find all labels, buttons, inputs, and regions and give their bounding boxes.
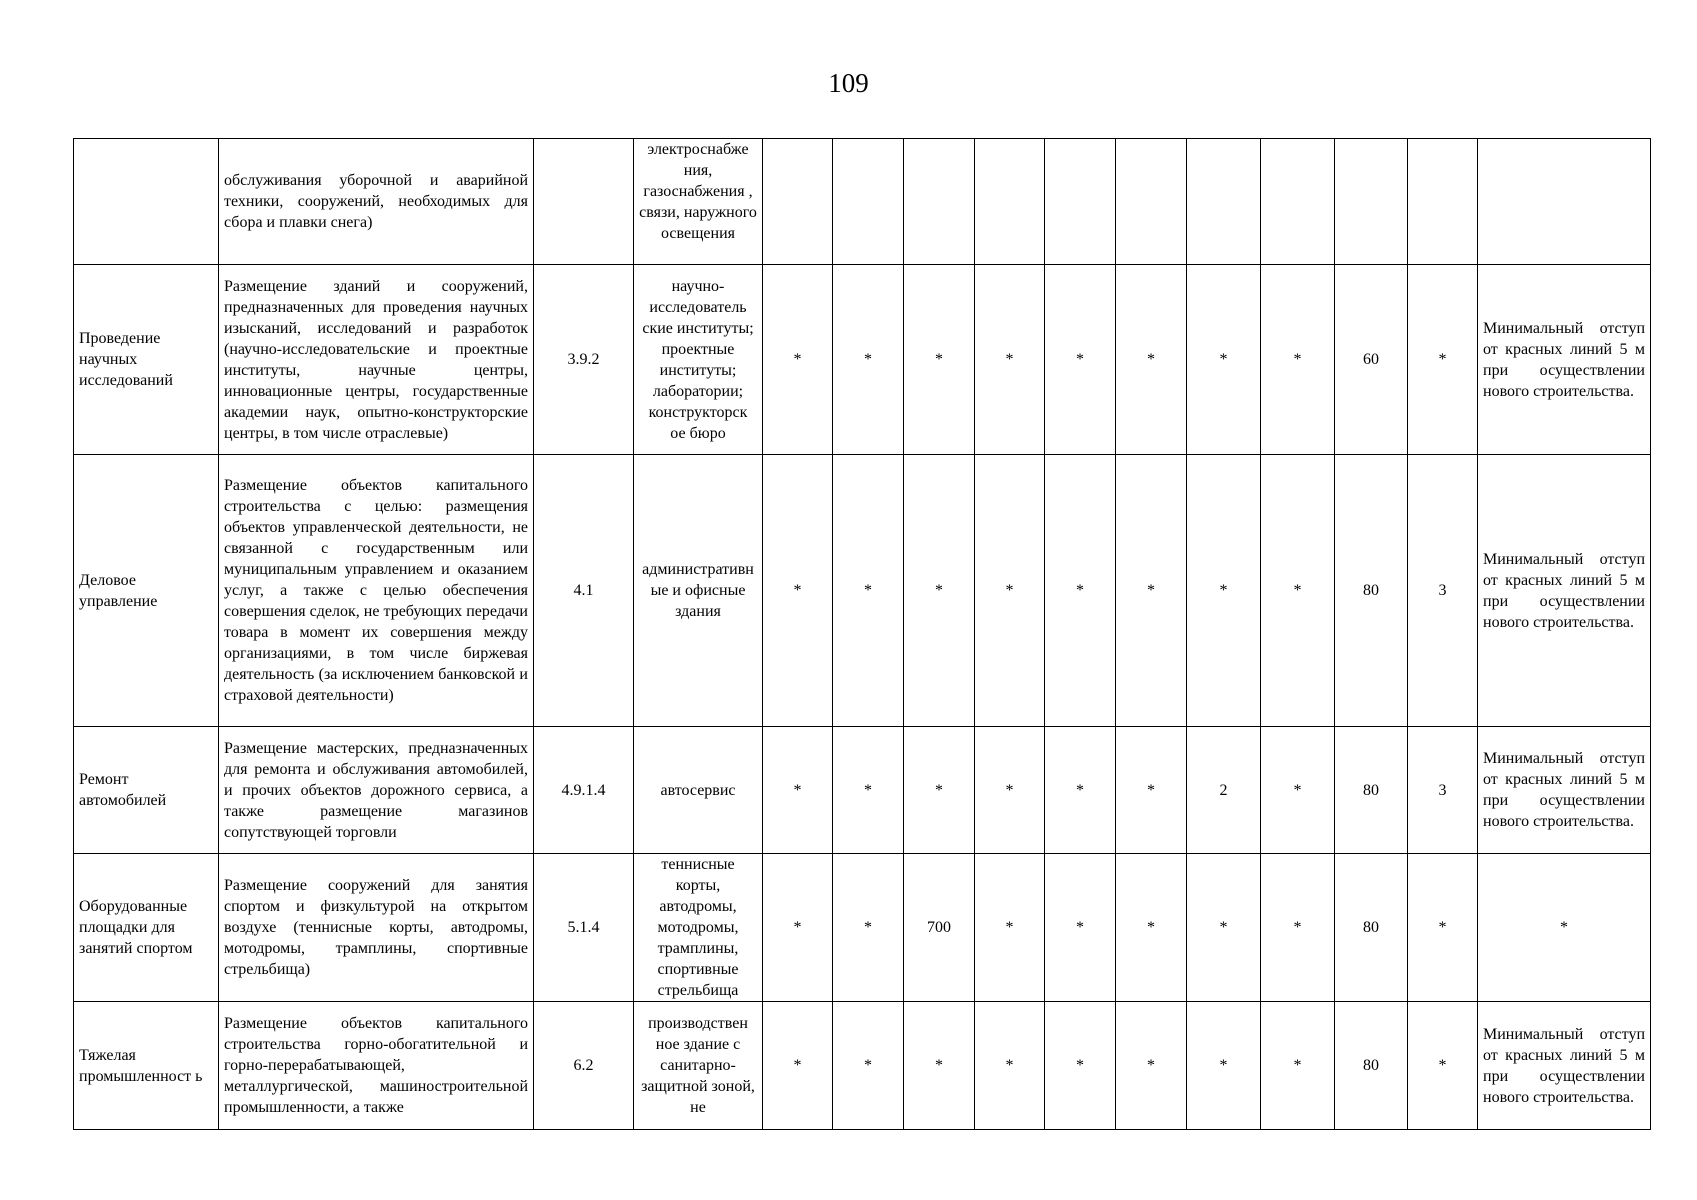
parameter-value: * <box>1261 854 1335 1002</box>
parameter-value: * <box>1116 1002 1187 1130</box>
parameter-value: * <box>1261 727 1335 854</box>
classifier-code: 4.1 <box>534 455 634 727</box>
permitted-objects: производствен ное здание с санитарно-защитной зоной, не <box>634 1002 763 1130</box>
parameter-value: * <box>1261 1002 1335 1130</box>
table-row <box>74 727 1651 854</box>
restriction-note: * <box>1478 854 1651 1002</box>
parameter-value: * <box>1116 727 1187 854</box>
parameter-value: * <box>1045 1002 1116 1130</box>
land-use-type-name: Ремонт автомобилей <box>74 727 219 854</box>
parameter-value <box>904 139 975 265</box>
parameter-value <box>1261 139 1335 265</box>
land-use-regulations-table <box>73 138 1651 1130</box>
parameter-value: 80 <box>1335 455 1408 727</box>
land-use-type-name: Проведение научных исследований <box>74 265 219 455</box>
parameter-value <box>1187 139 1261 265</box>
table-row <box>74 854 1651 1002</box>
permitted-objects: электроснабже ния, газоснабжения , связи, наружного освещения <box>634 139 763 265</box>
parameter-value: * <box>763 1002 833 1130</box>
parameter-value: * <box>1261 265 1335 455</box>
parameter-value: * <box>975 854 1045 1002</box>
restriction-note: Минимальный отступ от красных линий 5 м при осуществлении нового строительства. <box>1478 1002 1651 1130</box>
parameter-value: 80 <box>1335 854 1408 1002</box>
land-use-description: Размещение мастерских, предназначенных для ремонта и обслуживания автомобилей, и прочих объектов дорожного сервиса, а также размещение магазинов сопутствующей торговли <box>219 727 534 854</box>
land-use-description: Размещение объектов капитального строительства горно-обогатительной и горно-перерабатывающей, металлургической, машиностроительной промышленности, а также <box>219 1002 534 1130</box>
parameter-value <box>763 139 833 265</box>
permitted-objects: автосервис <box>634 727 763 854</box>
table-row <box>74 139 1651 265</box>
restriction-note: Минимальный отступ от красных линий 5 м при осуществлении нового строительства. <box>1478 727 1651 854</box>
parameter-value: * <box>763 727 833 854</box>
parameter-value: * <box>975 1002 1045 1130</box>
parameter-value: 80 <box>1335 1002 1408 1130</box>
parameter-value: * <box>975 455 1045 727</box>
parameter-value <box>975 139 1045 265</box>
parameter-value: * <box>833 455 904 727</box>
classifier-code: 6.2 <box>534 1002 634 1130</box>
land-use-type-name: Деловое управление <box>74 455 219 727</box>
parameter-value: * <box>1187 265 1261 455</box>
table-row <box>74 455 1651 727</box>
classifier-code: 4.9.1.4 <box>534 727 634 854</box>
parameter-value: * <box>833 854 904 1002</box>
parameter-value: * <box>833 1002 904 1130</box>
parameter-value: * <box>975 265 1045 455</box>
parameter-value: 2 <box>1187 727 1261 854</box>
page-number: 109 <box>828 68 869 98</box>
parameter-value <box>1335 139 1408 265</box>
permitted-objects: научно-исследователь ские институты; проектные институты; лаборатории; конструкторск ое бюро <box>634 265 763 455</box>
parameter-value: * <box>1187 455 1261 727</box>
land-use-type-name <box>74 139 219 265</box>
parameter-value: * <box>763 265 833 455</box>
land-use-description: Размещение объектов капитального строительства с целью: размещения объектов управленческой деятельности, не связанной с государственным или муниципальным управлением и оказанием услуг, а также с целью обеспечения совершения сделок, не требующих передачи товара в момент их совершения между организациями, в том числе биржевая деятельность (за исключением банковской и страховой деятельности) <box>219 455 534 727</box>
table-row <box>74 1002 1651 1130</box>
parameter-value: * <box>904 1002 975 1130</box>
parameter-value: * <box>904 727 975 854</box>
parameter-value: * <box>1116 854 1187 1002</box>
parameter-value: * <box>1045 854 1116 1002</box>
parameter-value: * <box>1116 455 1187 727</box>
parameter-value: * <box>1045 727 1116 854</box>
permitted-objects: теннисные корты, автодромы, мотодромы, трамплины, спортивные стрельбища <box>634 854 763 1002</box>
parameter-value: * <box>763 455 833 727</box>
parameter-value: * <box>1045 455 1116 727</box>
classifier-code: 5.1.4 <box>534 854 634 1002</box>
parameter-value: * <box>1261 455 1335 727</box>
parameter-value: * <box>833 265 904 455</box>
land-use-description: Размещение сооружений для занятия спортом и физкультурой на открытом воздухе (теннисные корты, автодромы, мотодромы, трамплины, спортивные стрельбища) <box>219 854 534 1002</box>
parameter-value: * <box>1045 265 1116 455</box>
parameter-value: 700 <box>904 854 975 1002</box>
table-row <box>74 265 1651 455</box>
classifier-code: 3.9.2 <box>534 265 634 455</box>
land-use-type-name: Оборудованные площадки для занятий спортом <box>74 854 219 1002</box>
parameter-value: * <box>1408 854 1478 1002</box>
parameter-value: * <box>1408 1002 1478 1130</box>
parameter-value: * <box>1187 1002 1261 1130</box>
parameter-value: 80 <box>1335 727 1408 854</box>
restriction-note: Минимальный отступ от красных линий 5 м при осуществлении нового строительства. <box>1478 455 1651 727</box>
parameter-value <box>1408 139 1478 265</box>
parameter-value <box>833 139 904 265</box>
classifier-code <box>534 139 634 265</box>
parameter-value: * <box>1408 265 1478 455</box>
parameter-value: 60 <box>1335 265 1408 455</box>
parameter-value <box>1045 139 1116 265</box>
land-use-description: Размещение зданий и сооружений, предназначенных для проведения научных изысканий, исследований и разработок (научно-исследовательские и проектные институты, научные центры, инновационные центры, государственные академии наук, опытно-конструкторские центры, в том числе отраслевые) <box>219 265 534 455</box>
restriction-note: Минимальный отступ от красных линий 5 м при осуществлении нового строительства. <box>1478 265 1651 455</box>
parameter-value <box>1116 139 1187 265</box>
parameter-value: 3 <box>1408 727 1478 854</box>
parameter-value: * <box>763 854 833 1002</box>
parameter-value: * <box>833 727 904 854</box>
parameter-value: * <box>904 265 975 455</box>
restriction-note <box>1478 139 1651 265</box>
parameter-value: * <box>1116 265 1187 455</box>
parameter-value: * <box>904 455 975 727</box>
parameter-value: 3 <box>1408 455 1478 727</box>
parameter-value: * <box>1187 854 1261 1002</box>
land-use-description: обслуживания уборочной и аварийной техники, сооружений, необходимых для сбора и плавки снега) <box>219 139 534 265</box>
parameter-value: * <box>975 727 1045 854</box>
land-use-type-name: Тяжелая промышленност ь <box>74 1002 219 1130</box>
permitted-objects: административные и офисные здания <box>634 455 763 727</box>
